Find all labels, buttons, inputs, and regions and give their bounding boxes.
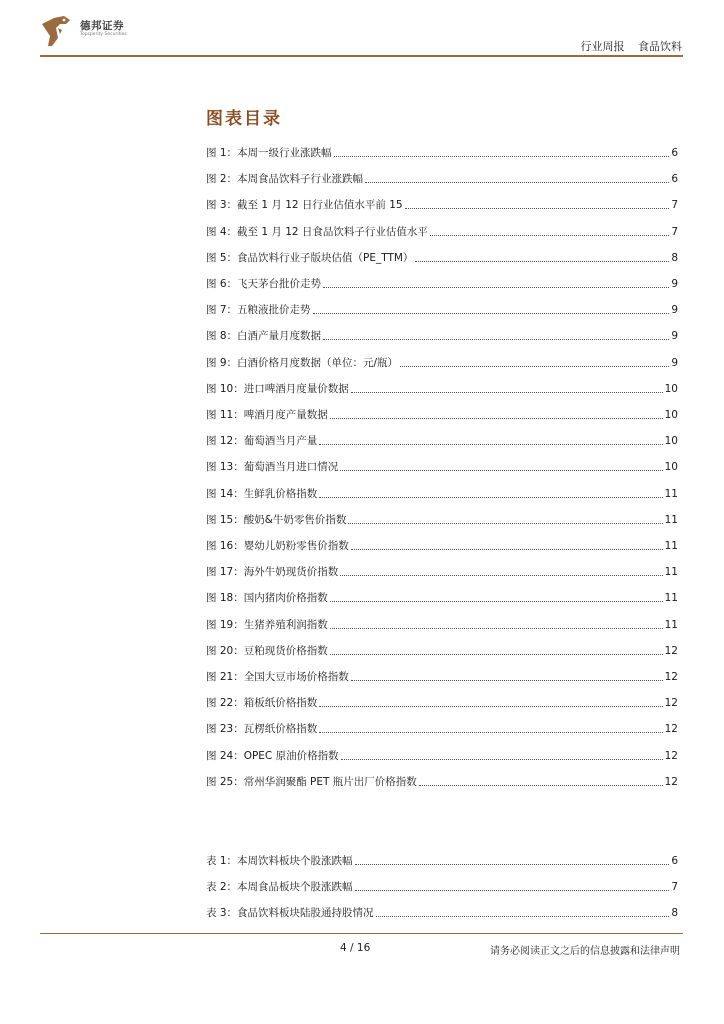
brand-subtitle: Topsperity Securities <box>80 32 127 37</box>
dot-leader <box>330 600 663 602</box>
toc-entry[interactable] <box>206 694 678 710</box>
dot-leader <box>400 365 669 367</box>
toc-entry-label: 图 16：婴幼儿奶粉零售价指数 <box>206 540 349 552</box>
page-indicator: 4 / 16 <box>340 942 371 954</box>
toc-entry-page: 12 <box>664 671 678 683</box>
brand-name: 德邦证券 <box>80 20 124 32</box>
company-logo <box>40 14 170 48</box>
toc-entry[interactable] <box>206 406 678 422</box>
dot-leader <box>330 627 663 629</box>
toc-entry-page: 12 <box>664 749 678 762</box>
toc-entry-label: 图 14：生鲜乳价格指数 <box>206 487 318 500</box>
toc-entry-label: 图 22：箱板纸价格指数 <box>206 697 318 710</box>
toc-entry-label: 图 12：葡萄酒当月产量 <box>206 435 318 448</box>
dot-leader <box>340 469 662 471</box>
footer-divider <box>40 933 683 934</box>
toc-entry-label: 图 11：啤酒月度产量数据 <box>206 409 328 421</box>
header-divider <box>40 55 683 57</box>
toc-entry-page: 11 <box>664 618 678 631</box>
toc-entry[interactable] <box>206 485 678 501</box>
toc-entry[interactable] <box>206 223 678 239</box>
toc-entry-page: 11 <box>664 592 678 605</box>
toc-entry-label: 图 21：全国大豆市场价格指数 <box>206 671 349 683</box>
toc-entry[interactable] <box>206 144 678 160</box>
header-meta <box>581 38 683 54</box>
toc-title: 图表目录 <box>206 109 282 129</box>
dot-leader <box>319 443 662 445</box>
toc-entry-label: 图 5：食品饮料行业子版块估值（PE_TTM） <box>206 251 414 264</box>
toc-entry-label: 图 1：本周一级行业涨跌幅 <box>206 147 332 159</box>
dot-leader <box>355 889 670 891</box>
dot-leader <box>348 522 662 524</box>
toc-entry[interactable] <box>206 458 678 474</box>
toc-entry[interactable] <box>206 249 678 265</box>
toc-entry[interactable] <box>206 511 678 527</box>
toc-entry-label: 图 17：海外牛奶现货价指数 <box>206 566 339 579</box>
toc-entry[interactable] <box>206 616 678 632</box>
toc-entry-page: 10 <box>664 409 678 421</box>
toc-entry-label: 图 23：瓦楞纸价格指数 <box>206 723 318 736</box>
dot-leader <box>319 705 662 707</box>
toc-entry-label: 图 20：豆粕现货价格指数 <box>206 644 328 657</box>
toc-entry-page: 10 <box>664 461 678 474</box>
report-type: 行业周报 <box>580 40 625 53</box>
toc-entry-label: 图 2：本周食品饮料子行业涨跌幅 <box>206 173 364 186</box>
toc-entry[interactable] <box>206 327 678 343</box>
toc-entry-page: 9 <box>671 304 678 317</box>
toc-entry-label: 图 18：国内猪肉价格指数 <box>206 592 328 605</box>
toc-entry[interactable] <box>206 852 678 868</box>
dot-leader <box>365 181 669 183</box>
toc-entry-label: 图 24：OPEC 原油价格指数 <box>206 749 339 762</box>
dot-leader <box>355 863 670 865</box>
toc-entry-page: 8 <box>671 907 678 920</box>
toc-entry[interactable] <box>206 878 678 894</box>
toc-entry[interactable] <box>206 301 678 317</box>
dot-leader <box>419 784 663 786</box>
dot-leader <box>330 653 663 655</box>
toc-entry-label: 表 2：本周食品板块个股涨跌幅 <box>206 881 353 894</box>
toc-entry[interactable] <box>206 537 678 553</box>
dot-leader <box>415 260 669 262</box>
toc-entry-label: 图 19：生猪养殖利润指数 <box>206 618 328 631</box>
dot-leader <box>351 679 663 681</box>
toc-entry-label: 图 6：飞天茅台批价走势 <box>206 278 322 290</box>
toc-entry[interactable] <box>206 275 678 291</box>
toc-entry-page: 12 <box>664 775 678 788</box>
toc-entry-page: 11 <box>664 540 678 552</box>
dot-leader <box>323 286 669 288</box>
legal-disclaimer: 请务必阅读正文之后的信息披露和法律声明 <box>490 946 680 957</box>
dot-leader <box>430 234 669 236</box>
toc-entry[interactable] <box>206 432 678 448</box>
toc-entry[interactable] <box>206 773 678 789</box>
toc-entry[interactable] <box>206 170 678 186</box>
dot-leader <box>323 338 669 340</box>
toc-entry-label: 图 4：截至 1 月 12 日食品饮料子行业估值水平 <box>206 225 428 238</box>
toc-entry-page: 11 <box>664 566 678 579</box>
dot-leader <box>341 758 663 760</box>
toc-entry-label: 图 3：截至 1 月 12 日行业估值水平前 15 <box>206 199 403 212</box>
toc-entry-label: 图 13：葡萄酒当月进口情况 <box>206 461 339 474</box>
toc-entry[interactable] <box>206 904 678 920</box>
toc-entry[interactable] <box>206 668 678 684</box>
toc-entry-page: 10 <box>664 435 678 448</box>
toc-entry[interactable] <box>206 720 678 736</box>
toc-entry-page: 7 <box>671 225 678 238</box>
toc-entry[interactable] <box>206 563 678 579</box>
toc-entry-label: 图 25：常州华润聚酯 PET 瓶片出厂价格指数 <box>206 775 417 788</box>
toc-entry-page: 12 <box>664 723 678 736</box>
toc-entry-page: 6 <box>671 147 678 159</box>
toc-entry-page: 7 <box>671 881 678 894</box>
dot-leader <box>376 915 670 917</box>
toc-entry-page: 11 <box>664 487 678 500</box>
toc-entry[interactable] <box>206 380 678 396</box>
dot-leader <box>319 731 662 733</box>
page-header <box>0 0 724 60</box>
toc-entry[interactable] <box>206 642 678 658</box>
toc-entry-page: 11 <box>664 513 678 526</box>
toc-entry-label: 表 1：本周饮料板块个股涨跌幅 <box>206 855 353 867</box>
toc-entry-page: 8 <box>671 251 678 264</box>
toc-entry-page: 12 <box>664 697 678 710</box>
toc-entry-page: 12 <box>664 644 678 657</box>
toc-entry-page: 9 <box>671 356 678 369</box>
dot-leader <box>351 548 663 550</box>
dot-leader <box>330 417 663 419</box>
toc-entry[interactable] <box>206 747 678 763</box>
toc-entry-label: 图 9：白酒价格月度数据（单位：元/瓶） <box>206 356 399 369</box>
toc-entry-label: 图 7：五粮液批价走势 <box>206 304 311 317</box>
toc-entry-page: 7 <box>671 199 678 212</box>
sector-name: 食品饮料 <box>638 40 682 53</box>
toc-entry-label: 图 15：酸奶&牛奶零售价指数 <box>206 513 347 526</box>
toc-entry-label: 表 3：食品饮料板块陆股通持股情况 <box>206 907 374 920</box>
toc-entry[interactable] <box>206 354 678 370</box>
toc-entry-label: 图 8：白酒产量月度数据 <box>206 330 322 343</box>
toc-entry-page: 10 <box>664 382 678 395</box>
dot-leader <box>313 312 670 314</box>
toc-entry-label: 图 10：进口啤酒月度量价数据 <box>206 382 349 395</box>
toc-entry[interactable] <box>206 589 678 605</box>
toc-entry[interactable] <box>206 196 678 212</box>
dot-leader <box>340 574 662 576</box>
toc-entry-page: 6 <box>671 855 678 867</box>
toc-entry-page: 6 <box>671 173 678 186</box>
toc-entry-page: 9 <box>671 278 678 290</box>
toc-entry-page: 9 <box>671 330 678 343</box>
company-logo-icon <box>40 14 74 48</box>
dot-leader <box>351 391 663 393</box>
dot-leader <box>319 496 662 498</box>
dot-leader <box>334 155 670 157</box>
dot-leader <box>405 207 670 209</box>
